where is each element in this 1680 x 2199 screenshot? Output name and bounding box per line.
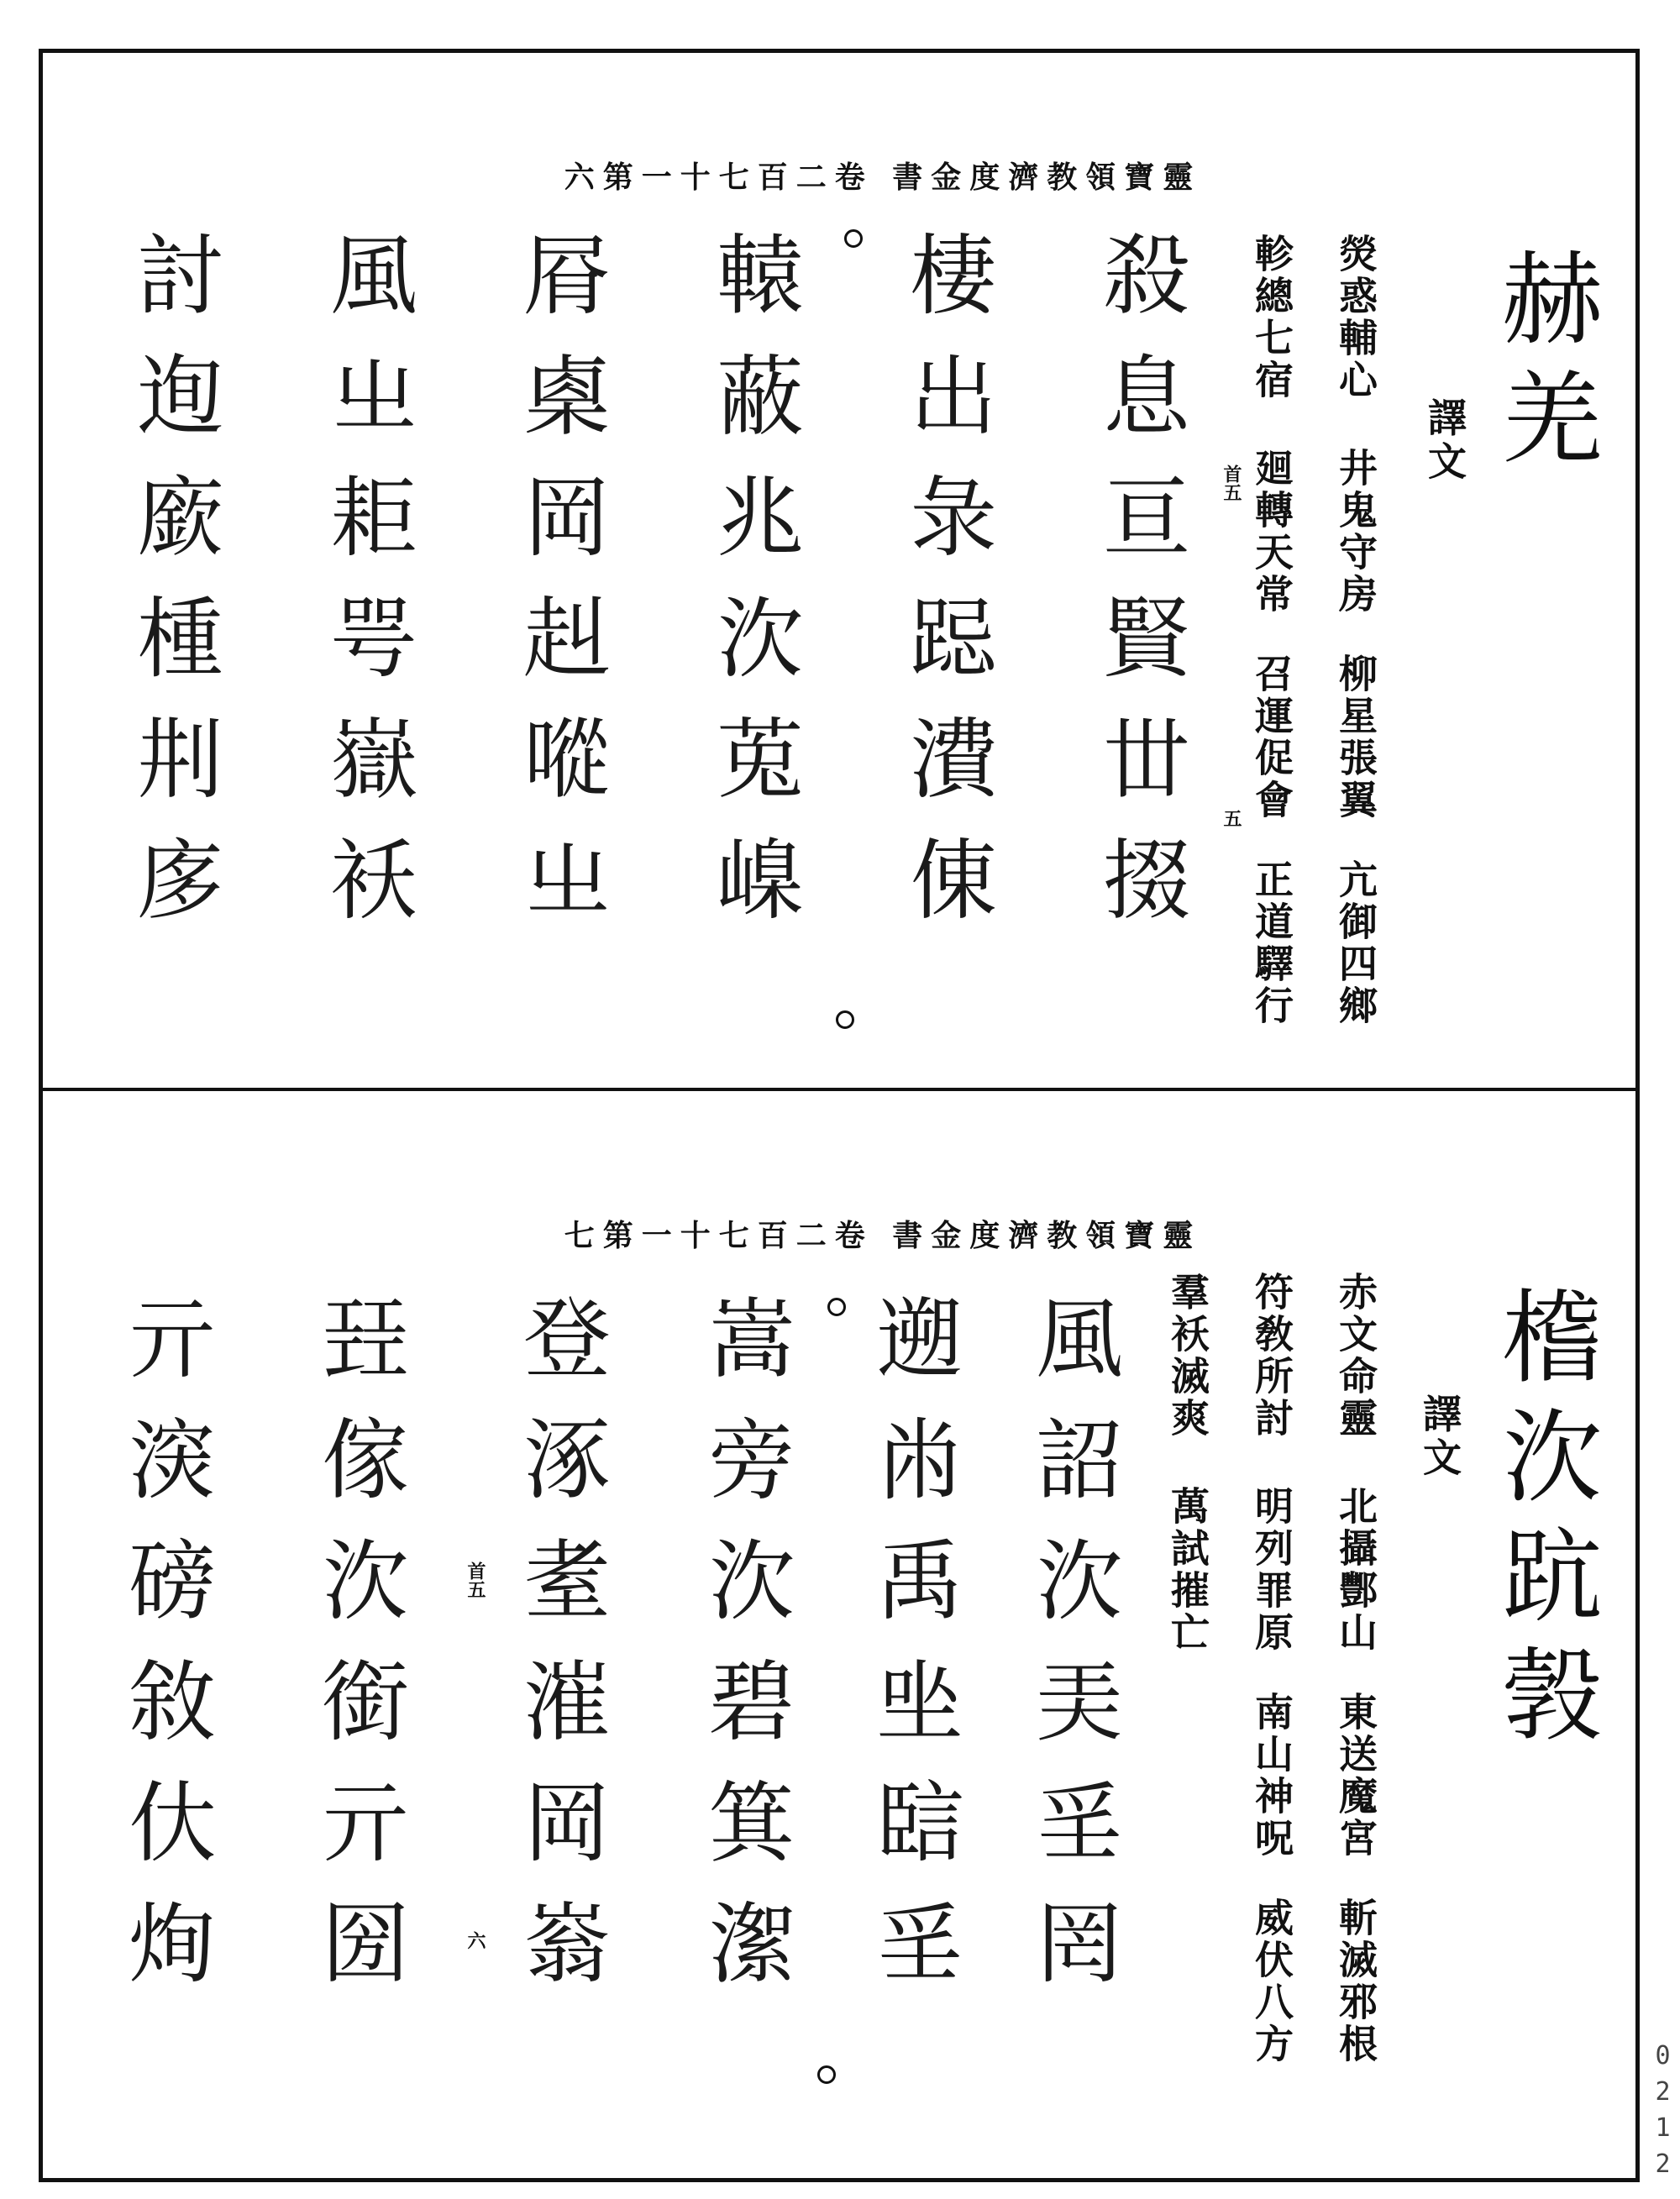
translation-line: 明列罪原: [1249, 1486, 1294, 1654]
translation-line: 羣袄滅爽: [1165, 1272, 1210, 1440]
page-number: 0212: [1648, 2041, 1677, 2186]
seal-script-column: 亓㴱磅敘㐲㶷: [113, 1293, 216, 2018]
translation-line: 亢御四鄉: [1333, 859, 1378, 1027]
translation-label: 譯文: [1417, 1393, 1462, 1481]
translation-line: 軫總七宿: [1249, 234, 1294, 401]
page-header: 靈寶領教濟度金書 卷二百七十一第六: [564, 160, 1202, 195]
scripture-sheet: [39, 49, 1640, 2182]
translation-line: 南山神呪: [1249, 1692, 1294, 1860]
seal-script-column: 殺息亘賢丗掇: [1088, 229, 1190, 955]
translation-line: 東送魔宮: [1333, 1692, 1378, 1860]
seal-script-column: 登涿耊漼岡嵡: [508, 1293, 611, 2018]
upper-page: [43, 53, 1635, 1086]
translation-line: 北攝酆山: [1333, 1486, 1378, 1654]
translation-line: 斬滅邪根: [1333, 1897, 1378, 2065]
circle-mark: [827, 1298, 846, 1316]
translation-line: 萬試摧亡: [1165, 1486, 1210, 1654]
translation-line: 威伏八方: [1249, 1897, 1294, 2065]
seal-script-column: 風㞢耟咢嶽袄: [315, 229, 417, 955]
translation-line: 正道驛行: [1249, 859, 1294, 1027]
seal-script-column: 㞕㮚岡赳㗰㞢: [508, 229, 611, 955]
seal-script-column: 棲出彔跽㵒倲: [895, 229, 997, 955]
lower-page: [43, 1091, 1635, 2178]
translation-line: 赤文命靈: [1333, 1272, 1378, 1440]
translation-line: 符敎所討: [1249, 1272, 1294, 1440]
section-marker: 首五: [1221, 464, 1242, 501]
translation-label: 譯文: [1422, 397, 1467, 485]
circle-mark: [844, 229, 863, 248]
seal-script-column: 轅蔽兆㳄莵嵲: [701, 229, 804, 955]
translation-line: 廻轉天常: [1249, 448, 1294, 616]
seal-script-column: 嵩旁㳄碧箕㵖: [693, 1293, 795, 2018]
translation-line: 柳星張翼: [1333, 653, 1378, 821]
section-title: 赫羌: [1485, 246, 1602, 485]
page-header: 靈寶領教濟度金書 卷二百七十一第七: [564, 1218, 1202, 1253]
seal-script-column: 討迿廞㮔㓝㢁: [122, 229, 224, 955]
translation-line: 熒惑輔心: [1333, 234, 1378, 401]
section-marker: 首五: [465, 1561, 486, 1598]
circle-mark: [817, 2065, 836, 2084]
seal-script-column: 風詔㳄㺯㸒罔: [1021, 1293, 1123, 2018]
circle-mark: [836, 1010, 854, 1029]
seal-script-column: 㠭傢㳄銜亓圀: [307, 1293, 409, 2018]
seal-script-column: 遡㡀禹㘴䛗㸒: [861, 1293, 963, 2018]
section-marker: 六: [465, 1931, 486, 1950]
section-marker: 五: [1221, 809, 1242, 827]
translation-line: 召運促會: [1249, 653, 1294, 821]
translation-line: 井鬼守房: [1333, 448, 1378, 616]
section-title: 㮷㳄䟘㝅: [1485, 1284, 1602, 1761]
